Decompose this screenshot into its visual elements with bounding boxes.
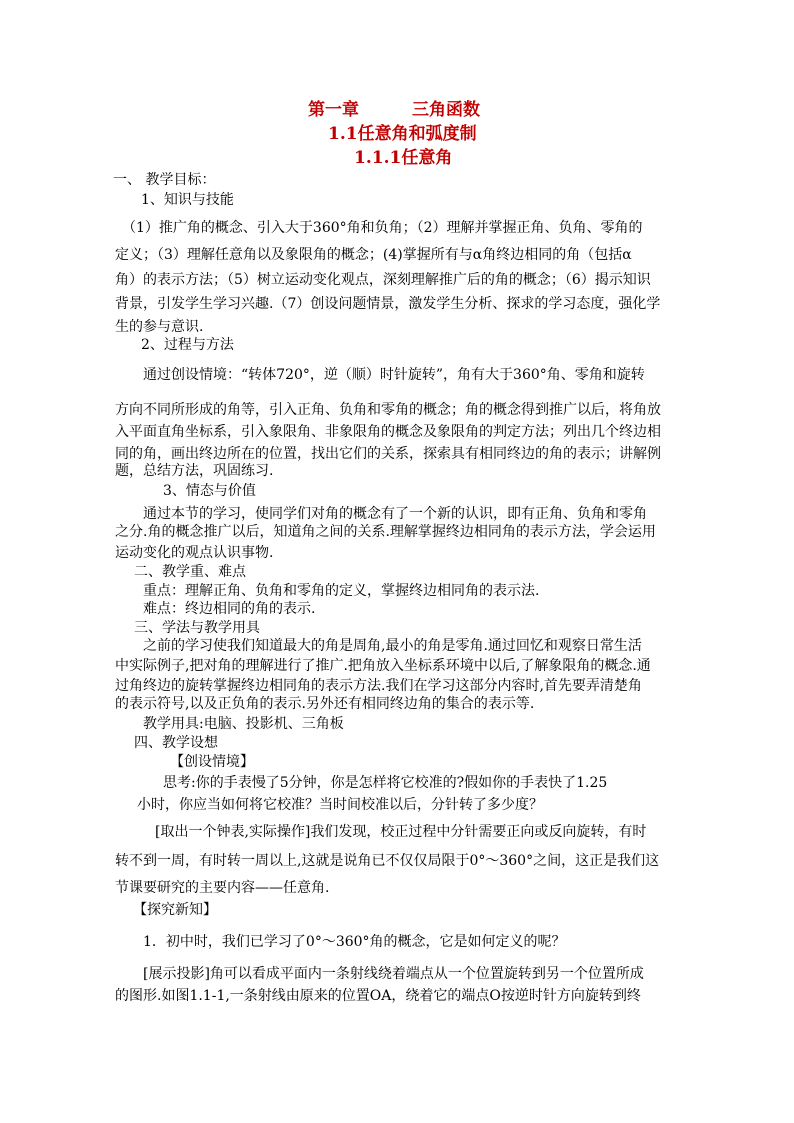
paragraph-line: 过角终边的旋转掌握终边相同角的表示方法.我们在学习这部分内容时,首先要弄清楚角 bbox=[115, 678, 642, 694]
paragraph-line: 小时，你应当如何将它校准？当时间校准以后，分针转了多少度？ bbox=[137, 797, 543, 813]
paragraph-line: 背景，引发学生学习兴趣.（7）创设问题情景，激发学生分析、探求的学习态度，强化学 bbox=[115, 296, 661, 312]
paragraph-line: 之前的学习使我们知道最大的角是周角,最小的角是零角.通过回忆和观察日常生活 bbox=[143, 638, 642, 654]
subheading-process: 2、过程与方法 bbox=[141, 337, 234, 353]
chapter-label: 第一章 bbox=[308, 100, 359, 120]
paragraph-line: 定义；（3）理解任意角以及象限角的概念；(4)掌握所有与α角终边相同的角（包括α bbox=[115, 247, 632, 263]
bracket-heading-scenario: 【创设情境】 bbox=[170, 754, 254, 770]
paragraph-line: 之分.角的概念推广以后，知道角之间的关系.理解掌握终边相同角的表示方法，学会运用 bbox=[115, 524, 656, 540]
paragraph-line: 的表示符号,以及正负角的表示.另外还有相同终边角的集合的表示等. bbox=[115, 696, 535, 712]
paragraph-line: 中实际例子,把对角的理解进行了推广.把角放入坐标系环境中以后,了解象限角的概念.通 bbox=[115, 658, 651, 674]
heading-key-points: 二、教学重、难点 bbox=[134, 564, 246, 580]
paragraph-line: 通过创设情境：“转体720°，逆（顺）时针旋转”，角有大于360°角、零角和旋转 bbox=[143, 367, 645, 383]
paragraph-line: 的图形.如图1.1-1,一条射线由原来的位置OA，绕着它的端点O按逆时针方向旋转到终 bbox=[115, 988, 641, 1004]
heading-objectives: 一、 教学目标： bbox=[113, 172, 216, 188]
teaching-tools-line: 教学用具:电脑、投影机、三角板 bbox=[143, 716, 344, 732]
paragraph-line: [取出一个钟表,实际操作]我们发现，校正过程中分针需要正向或反向旋转，有时 bbox=[155, 824, 647, 840]
subheading-values: 3、情态与价值 bbox=[163, 483, 256, 499]
paragraph-line: 节课要研究的主要内容——任意角. bbox=[115, 880, 330, 896]
section-title: 1.1任意角和弧度制 bbox=[328, 124, 477, 144]
paragraph-line: 同的角，画出终边所在的位置，找出它们的关系，探索具有相同终边的角的表示；讲解例 bbox=[115, 446, 661, 462]
difficulty-line: 难点：终边相同的角的表示. bbox=[143, 601, 316, 617]
paragraph-line: 运动变化的观点认识事物. bbox=[115, 545, 274, 561]
paragraph-line: 转不到一周，有时转一周以上,这就是说角已不仅仅局限于0°～360°之间，这正是我们这 bbox=[115, 853, 660, 869]
paragraph-line: 1．初中时，我们已学习了0°～360°角的概念，它是如何定义的呢？ bbox=[143, 934, 566, 950]
paragraph-line: 生的参与意识. bbox=[115, 319, 204, 335]
heading-methods-tools: 三、学法与教学用具 bbox=[134, 620, 260, 636]
paragraph-line: [展示投影]角可以看成平面内一条射线绕着端点从一个位置旋转到另一个位置所成 bbox=[143, 966, 644, 982]
paragraph-line: 思考:你的手表慢了5分钟，你是怎样将它校准的?假如你的手表快了1.25 bbox=[163, 775, 608, 791]
paragraph-line: 方向不同所形成的角等，引入正角、负角和零角的概念；角的概念得到推广以后，将角放 bbox=[115, 402, 661, 418]
subheading-knowledge: 1、知识与技能 bbox=[141, 192, 234, 208]
chapter-title: 三角函数 bbox=[412, 100, 480, 120]
paragraph-line: 题，总结方法，巩固练习. bbox=[115, 463, 274, 479]
subsection-title: 1.1.1任意角 bbox=[354, 148, 453, 168]
paragraph-line: 通过本节的学习，使同学们对角的概念有了一个新的认识，即有正角、负角和零角 bbox=[143, 506, 647, 522]
paragraph-line: （1）推广角的概念、引入大于360°角和负角；（2）理解并掌握正角、负角、零角的 bbox=[122, 220, 643, 236]
paragraph-line: 角）的表示方法；（5）树立运动变化观点，深刻理解推广后的角的概念；（6）揭示知识 bbox=[115, 272, 651, 288]
heading-teaching-design: 四、教学设想 bbox=[134, 735, 218, 751]
key-point-line: 重点：理解正角、负角和零角的定义，掌握终边相同角的表示法. bbox=[143, 583, 540, 599]
paragraph-line: 入平面直角坐标系，引入象限角、非象限角的概念及象限角的判定方法；列出几个终边相 bbox=[115, 424, 661, 440]
bracket-heading-explore: 【探究新知】 bbox=[133, 902, 217, 918]
